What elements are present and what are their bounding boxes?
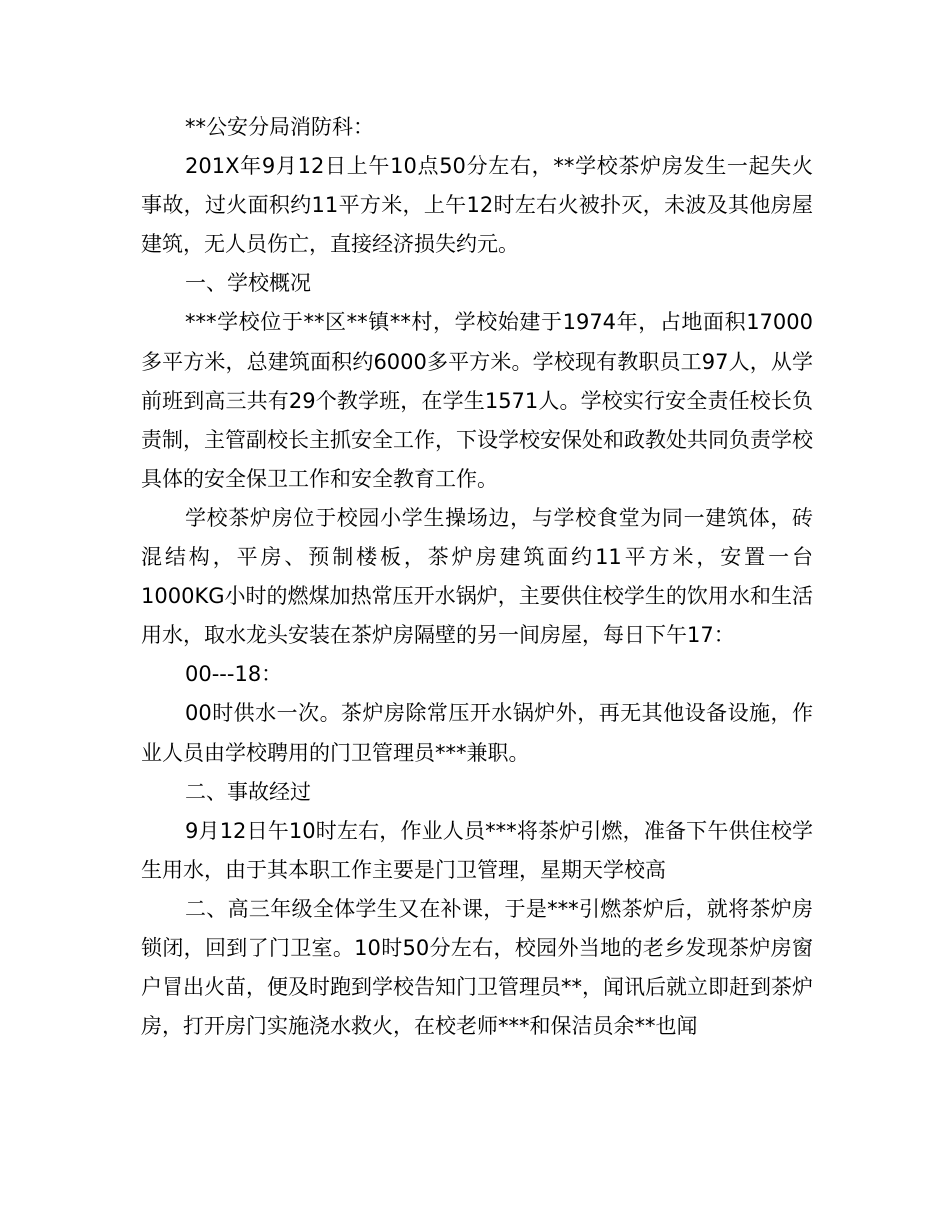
section-heading-incident-process: 二、事故经过 xyxy=(185,779,311,804)
incident-summary-paragraph: 201X年9月12日上午10点50分左右，**学校茶炉房发生一起失火事故，过火面积约11平方米，上午12时左右火被扑灭，未波及其他房屋建筑，无人员伤亡，直接经济损失约元。 xyxy=(141,154,813,257)
incident-process-paragraph-1: 9月12日午10时左右，作业人员***将茶炉引燃，准备下午供住校学生用水，由于其本职工作主要是门卫管理，星期天学校高 xyxy=(141,818,813,882)
time-range-line: 00---18： xyxy=(185,662,283,687)
water-supply-paragraph: 00时供水一次。茶炉房除常压开水锅炉外，再无其他设备设施，作业人员由学校聘用的门卫管理员***兼职。 xyxy=(141,701,813,765)
school-overview-paragraph: ***学校位于**区**镇**村，学校始建于1974年，占地面积17000多平方米，总建筑面积约6000多平方米。学校现有教职员工97人，从学前班到高三共有29个教学班，在学生1571人。学校实行安全责任校长负责制，主管副校长主抓安全工作，下设学校安保处和政教处共同负责学校具体的安全保卫工作和安全教育工作。 xyxy=(141,310,813,491)
document-body xyxy=(141,108,813,1046)
boiler-room-paragraph: 学校茶炉房位于校园小学生操场边，与学校食堂为同一建筑体，砖混结构，平房、预制楼板，茶炉房建筑面约11平方米，安置一台1000KG小时的燃煤加热常压开水锅炉，主要供住校学生的饮用水和生活用水，取水龙头安装在茶炉房隔壁的另一间房屋，每日下午17： xyxy=(141,505,813,648)
incident-process-paragraph-2: 二、高三年级全体学生又在补课，于是***引燃茶炉后，就将茶炉房锁闭，回到了门卫室。10时50分左右，校园外当地的老乡发现茶炉房窗户冒出火苗，便及时跑到学校告知门卫管理员**，闻讯后就立即赶到茶炉房，打开房门实施浇水救火，在校老师***和保洁员余**也闻 xyxy=(141,896,813,1039)
section-heading-school-overview: 一、学校概况 xyxy=(185,271,311,296)
salutation-line: **公安分局消防科： xyxy=(185,115,374,139)
